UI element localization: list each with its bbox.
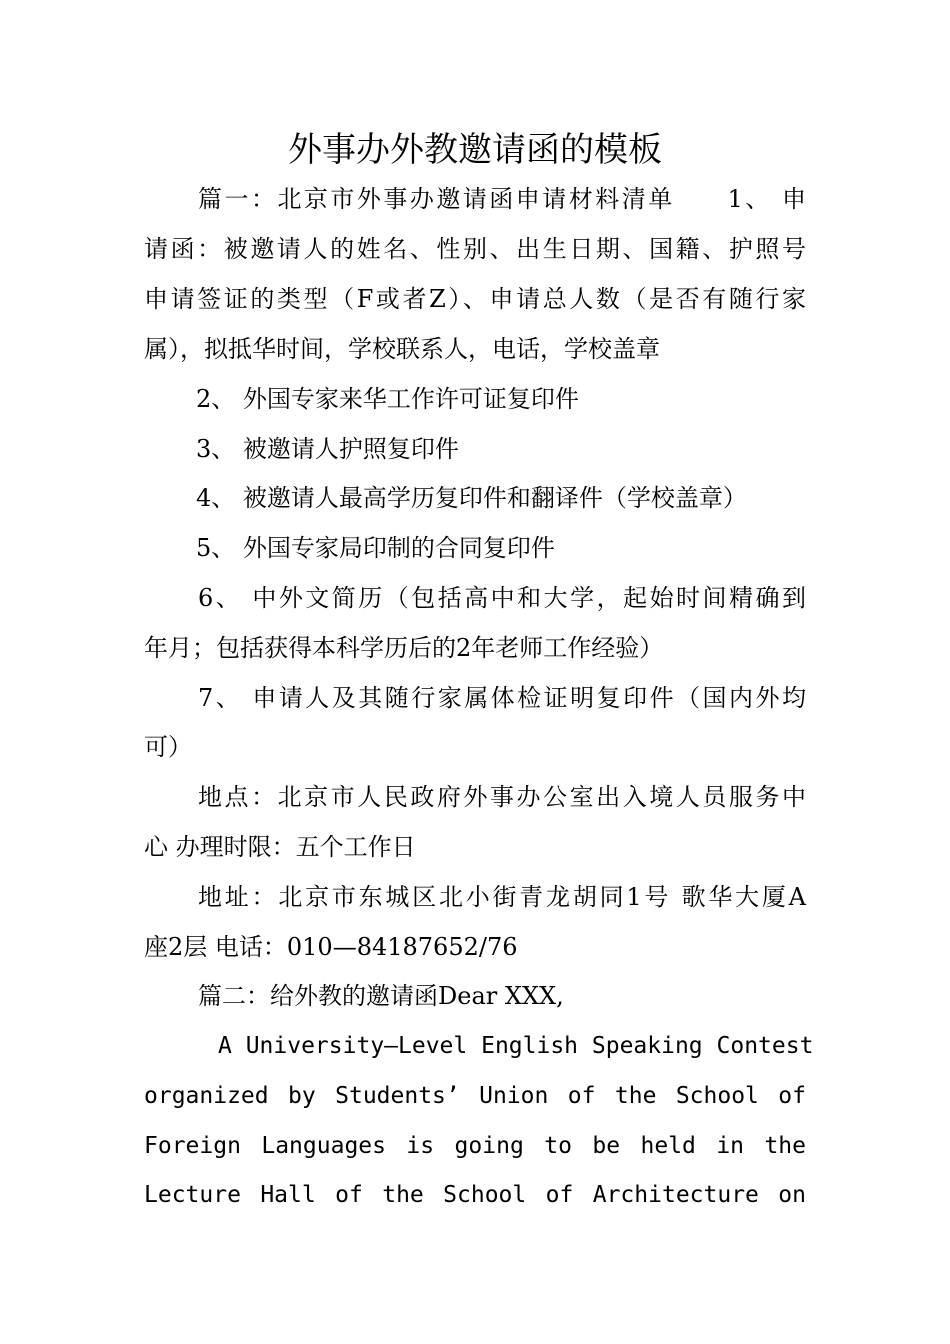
english-line: organized by Students’ Union of the School of	[144, 1083, 806, 1109]
english-line: Foreign Languages is going to be held in the	[144, 1133, 806, 1159]
list-item: 4、 被邀请人最高学历复印件和翻译件（学校盖章）	[196, 484, 747, 512]
paragraph-line: 地点：北京市人民政府外事办公室出入境人员服务中	[198, 783, 806, 811]
paragraph-line: 篇一：北京市外事办邀请函申请材料清单 1、 申	[198, 185, 806, 213]
paragraph-line: 篇二：给外教的邀请函Dear XXX,	[198, 982, 564, 1010]
paragraph-line: 申请签证的类型（F或者Z）、申请总人数（是否有随行家	[144, 285, 806, 313]
paragraph-line: 可）	[144, 733, 192, 761]
list-item: 3、 被邀请人护照复印件	[196, 435, 459, 463]
paragraph-line: 属），拟抵华时间，学校联系人，电话，学校盖章	[144, 335, 660, 363]
english-line: A University—Level English Speaking Contest	[218, 1033, 814, 1059]
list-item: 2、 外国专家来华工作许可证复印件	[196, 385, 579, 413]
paragraph-line: 心 办理时限：五个工作日	[144, 833, 416, 861]
paragraph-line: 座2层 电话：010—84187652/76	[144, 933, 518, 961]
list-item: 5、 外国专家局印制的合同复印件	[196, 534, 555, 562]
paragraph-line: 请函：被邀请人的姓名、性别、出生日期、国籍、护照号	[144, 235, 806, 263]
document-title: 外事办外教邀请函的模板	[288, 130, 662, 170]
english-line: Lecture Hall of the School of Architecture on	[144, 1182, 806, 1208]
paragraph-line: 地址：北京市东城区北小街青龙胡同1号 歌华大厦A	[198, 883, 806, 911]
list-item: 7、 申请人及其随行家属体检证明复印件（国内外均	[198, 684, 806, 712]
paragraph-line: 年月；包括获得本科学历后的2年老师工作经验）	[144, 634, 664, 662]
list-item: 6、 中外文简历（包括高中和大学，起始时间精确到	[198, 584, 806, 612]
